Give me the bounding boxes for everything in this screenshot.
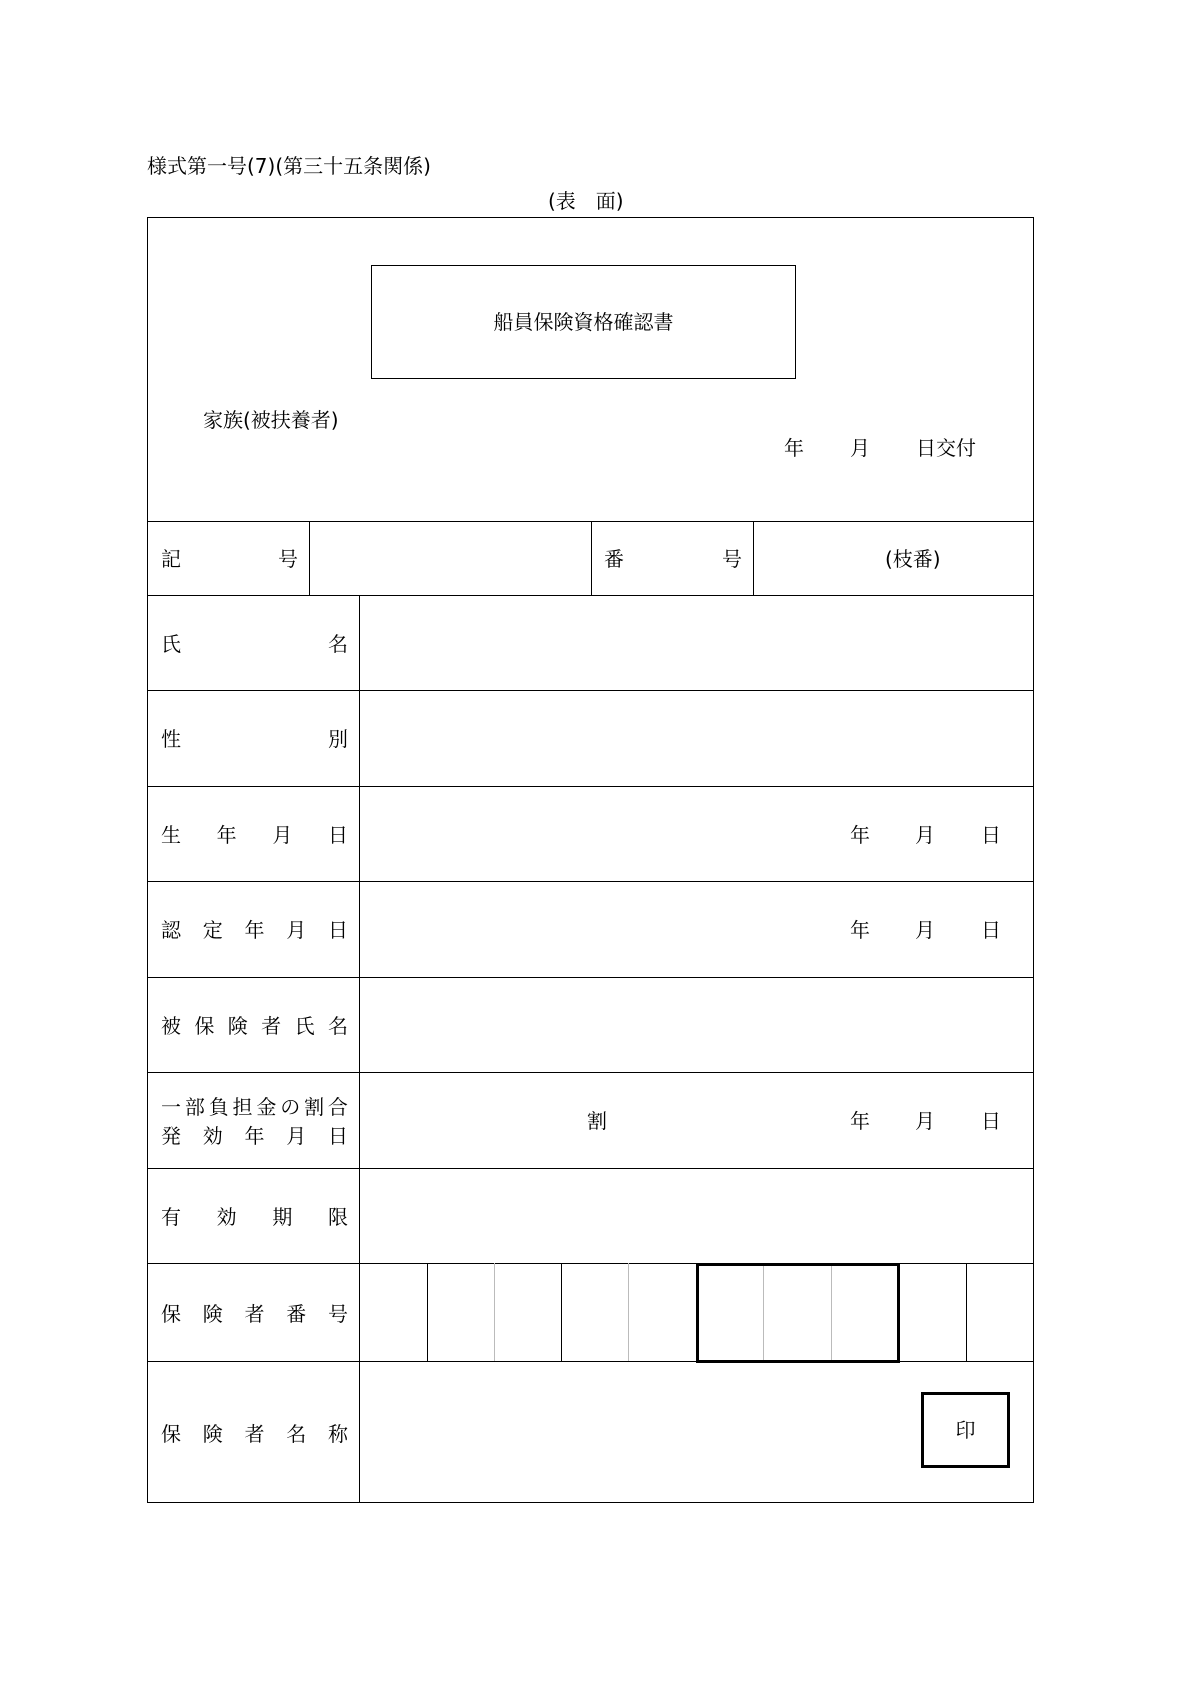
divider xyxy=(628,1263,629,1361)
seal-box xyxy=(921,1392,1010,1468)
issue-year: 年 xyxy=(784,436,804,460)
nintei-label: 認 定 年 月 日 xyxy=(161,918,348,942)
divider xyxy=(309,521,310,595)
seinengappi-label: 生 年 月 日 xyxy=(161,823,348,847)
hihokensha-field[interactable] xyxy=(361,978,1033,1071)
futan-label-line2: 発 効 年 月 日 xyxy=(161,1124,348,1148)
divider xyxy=(147,786,1034,787)
futan-label-line1: 一 部 負 担 金 の 割 合 xyxy=(161,1095,348,1119)
edaban-label: (枝番) xyxy=(885,547,941,571)
yuko-label: 有 効 期 限 xyxy=(161,1205,348,1229)
hakko-month: 月 xyxy=(915,1109,935,1133)
yuko-field[interactable] xyxy=(361,1169,1033,1262)
divider xyxy=(494,1263,495,1361)
divider xyxy=(966,1263,967,1361)
hokensha-meisho-field[interactable] xyxy=(361,1362,901,1502)
issue-month: 月 xyxy=(850,436,870,460)
document-title: 船員保険資格確認書 xyxy=(493,310,674,334)
bango-label: 番 号 xyxy=(604,547,742,571)
divider xyxy=(147,1072,1034,1073)
shimei-field[interactable] xyxy=(361,596,1033,689)
kigo-field[interactable] xyxy=(311,522,590,594)
hakko-day: 日 xyxy=(981,1109,1001,1133)
birth-day: 日 xyxy=(981,823,1001,847)
hokensha-meisho-label: 保 険 者 名 称 xyxy=(161,1422,348,1446)
divider xyxy=(427,1263,428,1361)
seal-label: 印 xyxy=(955,1418,976,1442)
divider xyxy=(359,595,360,1503)
seibetsu-field[interactable] xyxy=(361,691,1033,785)
insurer-number-highlight xyxy=(696,1263,900,1363)
hihokensha-label: 被 保 険 者 氏 名 xyxy=(161,1014,348,1038)
nintei-year: 年 xyxy=(850,918,870,942)
futan-wari: 割 xyxy=(587,1109,607,1133)
kigo-label: 記 号 xyxy=(161,547,298,571)
shimei-label: 氏 名 xyxy=(161,632,348,656)
side-label: (表 面) xyxy=(548,189,624,213)
nintei-day: 日 xyxy=(981,918,1001,942)
divider xyxy=(561,1263,562,1361)
nintei-month: 月 xyxy=(915,918,935,942)
hakko-year: 年 xyxy=(850,1109,870,1133)
category-label: 家族(被扶養者) xyxy=(203,408,339,432)
divider xyxy=(753,521,754,595)
birth-year: 年 xyxy=(850,823,870,847)
divider xyxy=(147,1263,1034,1264)
seibetsu-label: 性 別 xyxy=(161,727,348,751)
divider xyxy=(591,521,592,595)
issue-day: 日交付 xyxy=(916,436,976,460)
form-id: 様式第一号(7)(第三十五条関係) xyxy=(147,154,431,178)
divider xyxy=(147,881,1034,882)
birth-month: 月 xyxy=(915,823,935,847)
hokensha-bango-label: 保 険 者 番 号 xyxy=(161,1302,348,1326)
title-box xyxy=(371,265,796,379)
